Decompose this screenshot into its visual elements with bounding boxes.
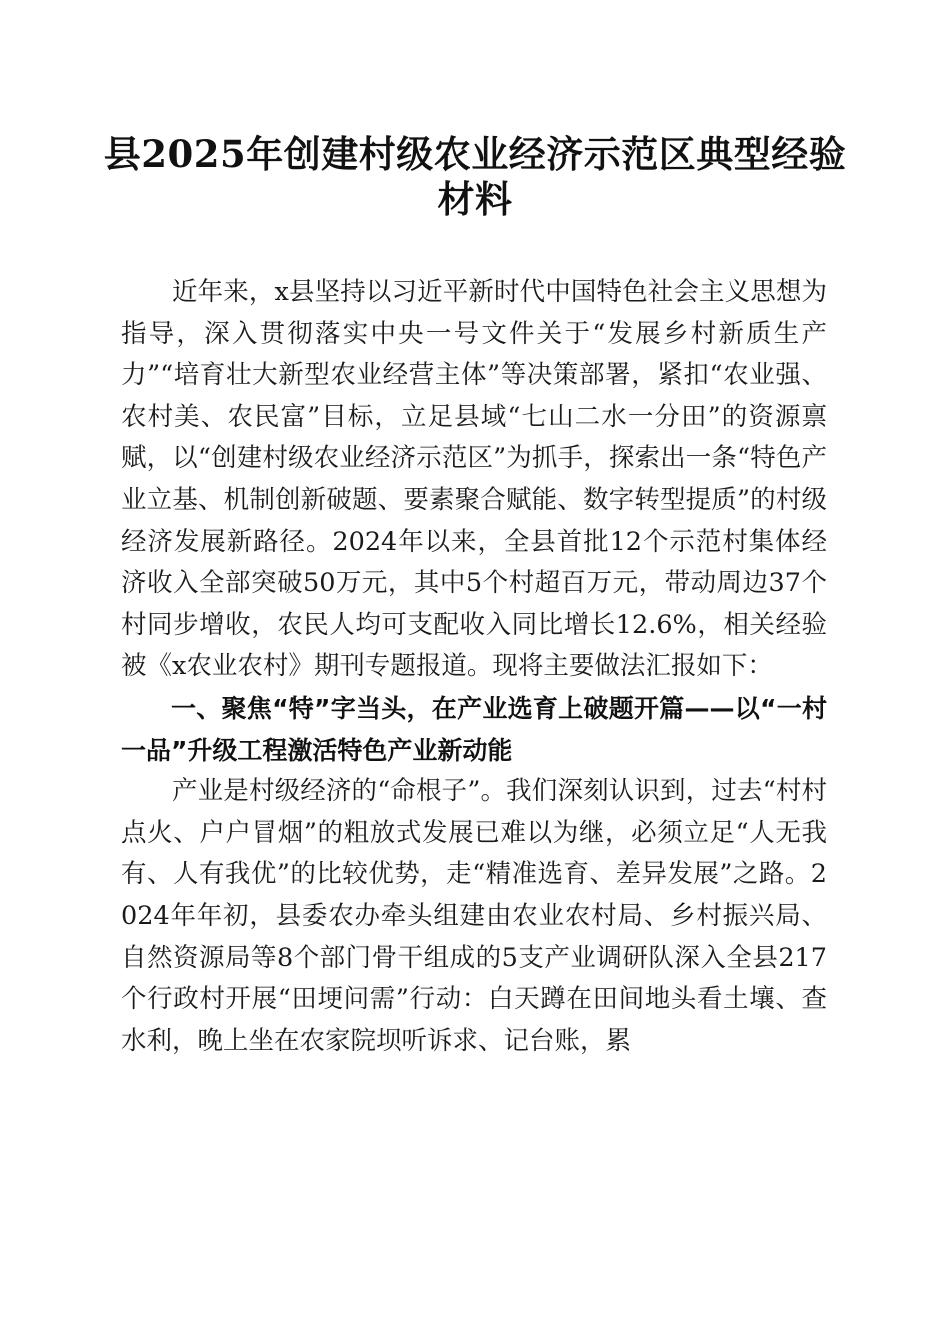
document-body [121,272,827,1062]
section-1-heading: 一、聚焦“特”字当头，在产业选育上破题开篇——以“一村一品”升级工程激活特色产业新动能 [121,693,827,765]
document-title: 县2025年创建村级农业经济示范区典型经验材料 [103,132,847,221]
section-1-paragraph: 产业是村级经济的“命根子”。我们深刻认识到，过去“村村点火、户户冒烟”的粗放式发展已难以为继，必须立足“人无我有、人有我优”的比较优势，走“精准选育、差异发展”之路。2024年年初，县委农办牵头组建由农业农村局、乡村振兴局、自然资源局等8个部门骨干组成的5支产业调研队深入全县217个行政村开展“田埂问需”行动：白天蹲在田间地头看土壤、查水利，晚上坐在农家院坝听诉求、记台账，累 [121,776,827,1056]
intro-paragraph: 近年来，x县坚持以习近平新时代中国特色社会主义思想为指导，深入贯彻落实中央一号文件关于“发展乡村新质生产力”“培育壮大新型农业经营主体”等决策部署，紧扣“农业强、农村美、农民富”目标，立足县域“七山二水一分田”的资源禀赋，以“创建村级农业经济示范区”为抓手，探索出一条“特色产业立基、机制创新破题、要素聚合赋能、数字转型提质”的村级经济发展新路径。2024年以来，全县首批12个示范村集体经济收入全部突破50万元，其中5个村超百万元，带动周边37个村同步增收，农民人均可支配收入同比增长12.6%，相关经验被《x农业农村》期刊专题报道。现将主要做法汇报如下： [121,277,827,682]
